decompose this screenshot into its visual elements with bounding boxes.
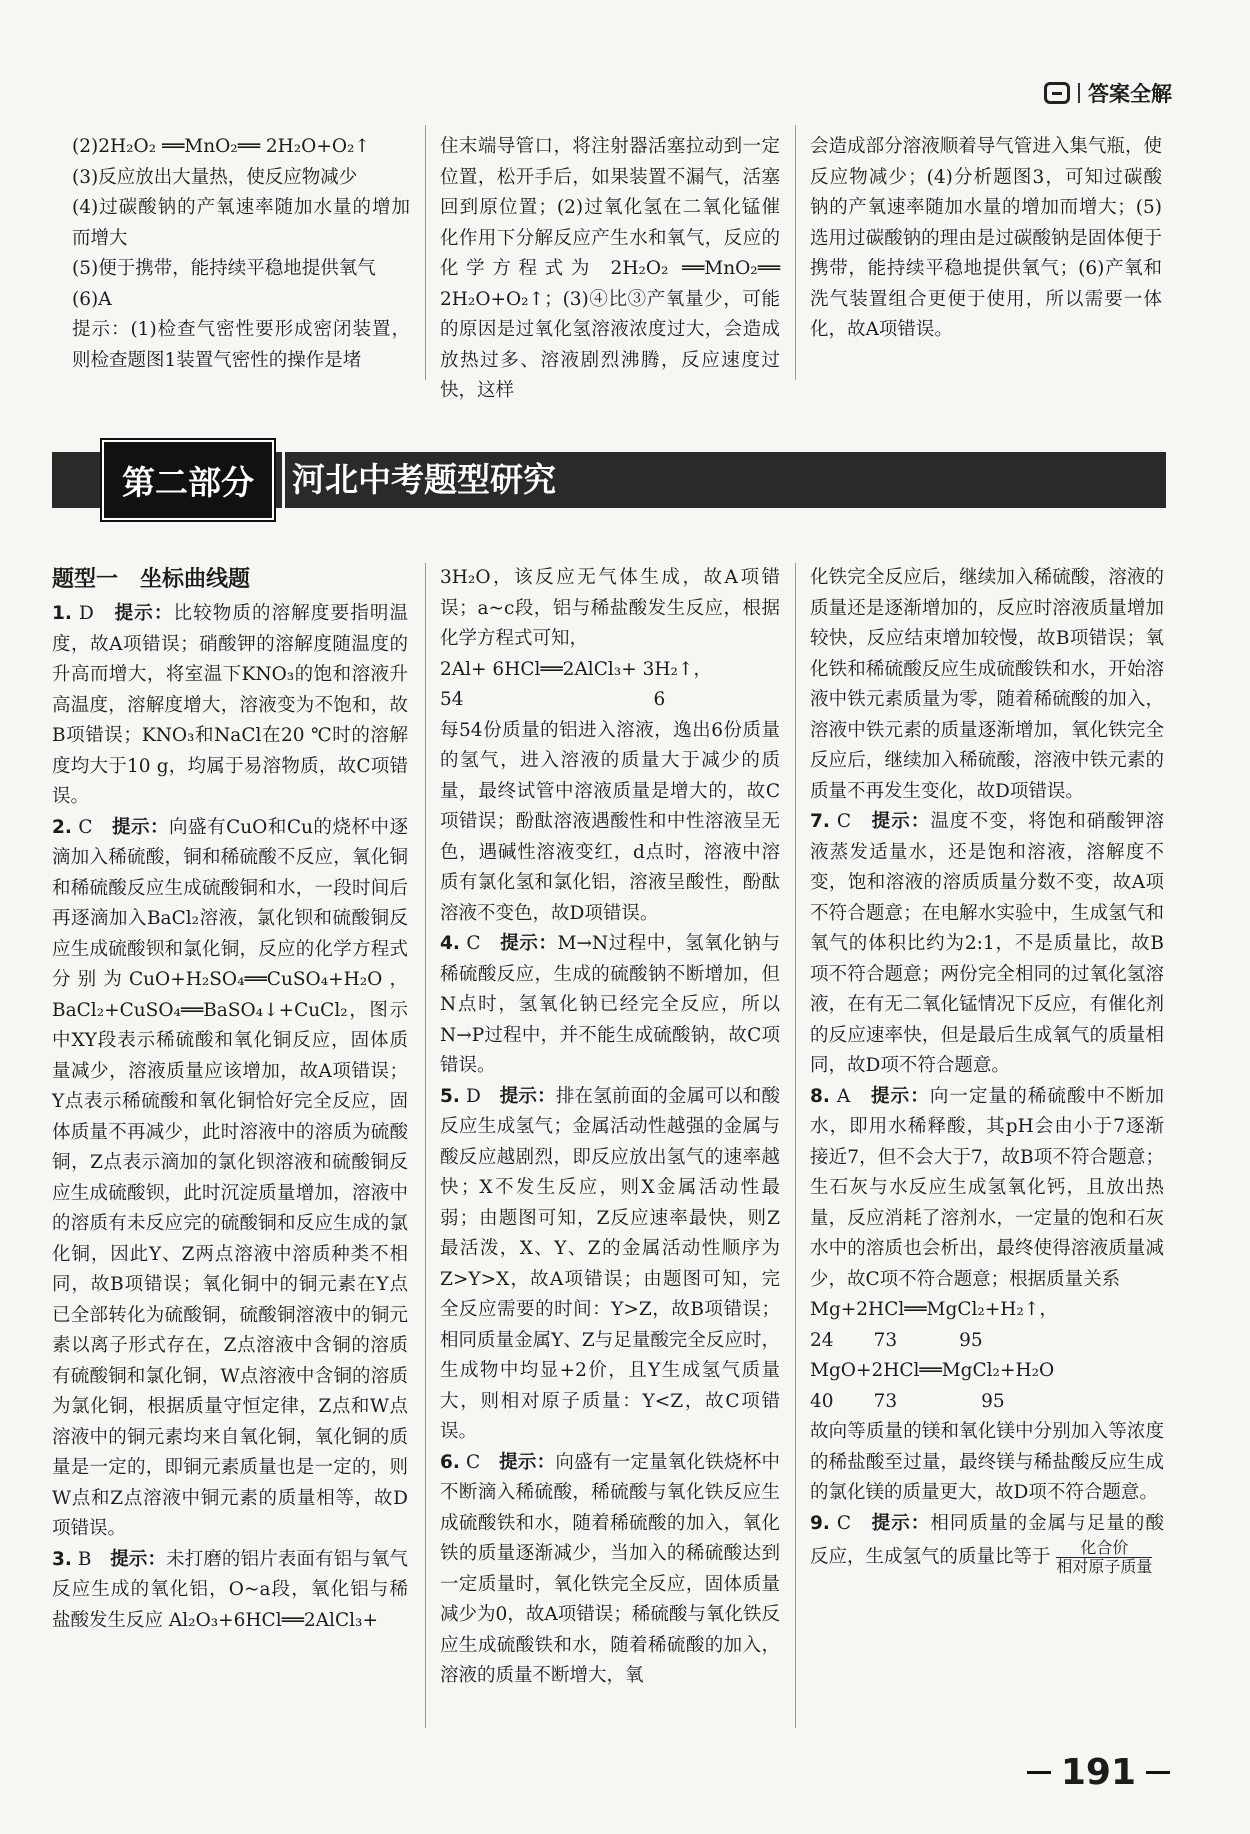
column-divider <box>425 125 426 380</box>
page-number <box>1027 1752 1170 1793</box>
item-number: 4. <box>440 933 460 954</box>
page-number-text: 191 <box>1060 1752 1136 1793</box>
section-title: 题型一 坐标曲线题 <box>52 567 251 592</box>
answer-letter: C <box>466 1451 481 1473</box>
hint-text: 比较物质的溶解度要指明温度，故A项错误；硝酸钾的溶解度随温度的升高而增大，将室温下KNO₃的饱和溶液升高温度，溶解度增大，溶液变为不饱和，故B项错误；KNO₃和NaCl在20 ℃时的溶解度均大于10 g，均属于易溶物质，故C项错误。 <box>52 603 408 807</box>
item-number: 1. <box>52 603 72 624</box>
text-paragraph: 化铁完全反应后，继续加入稀硫酸，溶液的质量还是逐渐增加的，反应时溶液质量增加较快，反应结束增加较慢，故B项错误；氧化铁和稀硫酸反应生成硫酸铁和水，开始溶液中铁元素质量为零，随着稀硫酸的加入，溶液中铁元素的质量逐渐增加，氧化铁完全反应后，继续加入稀硫酸，溶液中铁元素的质量不再发生变化，故D项错误。 <box>810 567 1164 802</box>
logo-icon <box>1044 82 1070 104</box>
mass-value: 73 <box>873 1329 898 1351</box>
mass-value: 95 <box>959 1329 983 1351</box>
answer-letter: C <box>836 811 852 832</box>
answer-letter: C <box>78 816 93 838</box>
fraction <box>1056 1539 1152 1576</box>
top-column-2 <box>440 132 780 401</box>
answers-column-1 <box>52 563 408 1728</box>
page-dash <box>1027 1771 1051 1774</box>
answer-letter: B <box>77 1548 92 1570</box>
hint-label: 提示： <box>500 933 558 954</box>
answer-letter: D <box>78 603 94 624</box>
item-number: 5. <box>440 1085 460 1107</box>
answer-item <box>810 1082 1164 1296</box>
hint-text: 相同质量的金属与足量的酸反应，生成氢气的质量比等于 <box>810 1512 1164 1568</box>
header-title: 答案全解 <box>1088 82 1172 106</box>
item-number: 3. <box>52 1548 72 1570</box>
text-paragraph: 住末端导管口，将注射器活塞拉动到一定位置，松开手后，如果装置不漏气，活塞回到原位置；(2)过氧化氢在二氧化锰催化作用下分解反应产生水和氧气，反应的化学方程式为 2H₂O₂ ══MnO₂══ 2H₂O+O₂↑；(3)④比③产氧量少，可能的原因是过氧化氢溶液浓度过大，会造成放热过多、溶液剧烈沸腾，反应速度过快，这样 <box>440 136 780 401</box>
answer-letter: D <box>465 1085 481 1107</box>
hint-label: 提示： <box>871 1085 930 1107</box>
hint-label: 提示： <box>114 603 174 624</box>
answer-item <box>52 599 408 813</box>
header <box>1044 78 1172 108</box>
hint-text: 未打磨的铝片表面有铝与氧气反应生成的氧化铝，O~a段，氧化铝与稀盐酸发生反应 Al₂O₃+6HCl══2AlCl₃+ <box>52 1548 408 1631</box>
equation: Mg+2HCl══MgCl₂+H₂↑， <box>810 1299 1058 1320</box>
mass-value: 40 <box>810 1390 834 1412</box>
item-number: 7. <box>810 811 830 832</box>
top-column-3 <box>810 132 1162 382</box>
hint-label: 提示： <box>112 816 170 838</box>
answer-letter: A <box>836 1085 851 1107</box>
hint-label: 提示： <box>499 1451 556 1473</box>
hint-text: M→N过程中，氢氧化钠与稀硫酸反应，生成的硫酸钠不断增加，但N点时，氢氧化钠已经完全反应，所以N→P过程中，并不能生成硫酸钠，故C项错误。 <box>440 933 780 1076</box>
column-divider <box>425 563 426 1728</box>
column-divider <box>795 125 796 380</box>
mass-value: 6 <box>653 689 666 710</box>
item-number: 9. <box>810 1512 830 1534</box>
equation: MgO+2HCl══MgCl₂+H₂O <box>810 1360 1055 1381</box>
fraction-denominator: 相对原子质量 <box>1056 1557 1153 1576</box>
answer-letter: C <box>836 1512 852 1534</box>
mass-value: 24 <box>810 1329 834 1351</box>
top-column-1 <box>72 132 410 382</box>
text-paragraph: 每54份质量的铝进入溶液，逸出6份质量的氢气，进入溶液的质量大于减少的质量，最终试管中溶液质量是增大的，故C项错误；酚酞溶液遇酸性和中性溶液呈无色，遇碱性溶液变红，d点时，溶液中溶质有氯化氢和氯化铝，溶液呈酸性，酚酞溶液不变色，故D项错误。 <box>440 719 780 924</box>
mass-value: 73 <box>873 1390 898 1412</box>
answer-item <box>810 807 1164 1082</box>
answer-item <box>440 1448 780 1692</box>
text-paragraph: 3H₂O，该反应无气体生成，故A项错误；a~c段，铝与稀盐酸发生反应，根据化学方程式可知， <box>440 567 780 649</box>
text-line: (5)便于携带，能持续平稳地提供氧气 <box>72 258 376 279</box>
banner-title: 河北中考题型研究 <box>292 460 556 499</box>
item-number: 2. <box>52 816 72 838</box>
text-line: (6)A <box>72 288 112 310</box>
equation: 2Al+ 6HCl══2AlCl₃+ 3H₂↑， <box>440 658 712 680</box>
hint-label: 提示： <box>871 1512 931 1534</box>
hint-label: 提示： <box>110 1548 167 1570</box>
text-line: 提示：(1)检查气密性要形成密闭装置，则检查题图1装置气密性的操作是堵 <box>72 319 410 371</box>
hint-text: 排在氢前面的金属可以和酸反应生成氢气；金属活动性越强的金属与酸反应越剧烈，即反应放出氢气的速率越快；X不发生反应，则X金属活动性最弱；由题图可知，Z反应速率最快，则Z最活泼，X、Y、Z的金属活动性顺序为Z>Y>X，故A项错误；由题图可知，完全反应需要的时间：Y>Z，故B项错误；相同质量金属Y、Z与足量酸完全反应时，生成物中均显+2价，且Y生成氢气质量大，则相对原子质量：Y<Z，故C项错误。 <box>440 1085 780 1442</box>
equation-masses <box>810 1387 1164 1418</box>
answer-item <box>440 1082 780 1448</box>
answer-letter: C <box>466 933 481 954</box>
page-dash <box>1146 1771 1170 1774</box>
text-paragraph: 故向等质量的镁和氧化镁中分别加入等浓度的稀盐酸至过量，最终镁与稀盐酸反应生成的氯化镁的质量更大，故D项不符合题意。 <box>810 1421 1164 1503</box>
equation-masses <box>440 685 780 716</box>
banner-divider <box>282 452 285 508</box>
column-divider <box>795 563 796 1728</box>
text-line: (3)反应放出大量热，使反应物减少 <box>72 166 358 188</box>
banner-part-label: 第二部分 <box>102 440 274 520</box>
hint-label: 提示： <box>499 1085 556 1107</box>
equation-masses <box>810 1326 1164 1357</box>
item-number: 8. <box>810 1085 830 1107</box>
header-divider <box>1078 83 1080 103</box>
hint-text: 向一定量的稀硫酸中不断加水，即用水稀释酸，其pH会由小于7逐渐接近7，但不会大于7，故B项不符合题意；生石灰与水反应生成氢氧化钙，且放出热量，反应消耗了溶剂水，一定量的饱和石灰水中的溶质也会析出，最终使得溶液质量减少，故C项不符合题意；根据质量关系 <box>810 1085 1164 1290</box>
text-line: (4)过碳酸钠的产氧速率随加水量的增加而增大 <box>72 197 410 249</box>
item-number: 6. <box>440 1451 460 1473</box>
answers-column-3 <box>810 563 1164 1743</box>
answer-item <box>52 813 408 1545</box>
hint-text: 向盛有CuO和Cu的烧杯中逐滴加入稀硫酸，铜和稀硫酸不反应，氧化铜和稀硫酸反应生成硫酸铜和水，一段时间后再逐滴加入BaCl₂溶液，氯化钡和硫酸铜反应生成硫酸钡和氯化铜，反应的化学方程式分别为CuO+H₂SO₄══CuSO₄+H₂O，BaCl₂+CuSO₄══BaSO₄↓+CuCl₂，图示中XY段表示稀硫酸和氧化铜反应，固体质量减少，溶液质量应该增加，故A项错误；Y点表示稀硫酸和氧化铜恰好完全反应，固体质量不再减少，此时溶液中的溶质为硫酸铜，Z点表示滴加的氯化钡溶液和硫酸铜反应生成硫酸钡，此时沉淀质量增加，溶液中的溶质有未反应完的硫酸铜和反应生成的氯化铜，因此Y、Z两点溶液中溶质种类不相同，故B项错误；氧化铜中的铜元素在Y点已全部转化为硫酸铜，硫酸铜溶液中的铜元素以离子形式存在，Z点溶液中含铜的溶质有硫酸铜和氯化铜，W点溶液中含铜的溶质为氯化铜，根据质量守恒定律，Z点和W点溶液中的铜元素均来自氧化铜，氧化铜的质量是一定的，即铜元素质量也是一定的，则W点和Z点溶液中铜元素的质量相等，故D项错误。 <box>52 816 408 1539</box>
hint-text: 向盛有一定量氧化铁烧杯中不断滴入稀硫酸，稀硫酸与氧化铁反应生成硫酸铁和水，随着稀硫酸的加入，氧化铁的质量逐渐减少，当加入的稀硫酸达到一定质量时，氧化铁完全反应，固体质量减少为0，故A项错误；稀硫酸与氧化铁反应生成硫酸铁和水，随着稀硫酸的加入，溶液的质量不断增大，氧 <box>440 1451 780 1686</box>
answer-item <box>52 1545 408 1637</box>
text-paragraph: 会造成部分溶液顺着导气管进入集气瓶，使反应物减少；(4)分析题图3，可知过碳酸钠的产氧速率随加水量的增加而增大；(5)选用过碳酸钠的理由是过碳酸钠是固体便于携带，能持续平稳地提供氧气；(6)产氧和洗气装置组合更便于使用，所以需要一体化，故A项错误。 <box>810 136 1162 340</box>
text-line: (2)2H₂O₂ ══MnO₂══ 2H₂O+O₂↑ <box>72 136 370 157</box>
hint-label: 提示： <box>871 811 931 832</box>
fraction-numerator: 化合价 <box>1056 1539 1152 1558</box>
mass-value: 95 <box>981 1390 1005 1412</box>
answers-column-2 <box>440 563 780 1728</box>
mass-value: 54 <box>440 689 464 710</box>
hint-text: 温度不变，将饱和硝酸钾溶液蒸发适量水，还是饱和溶液，溶解度不变，饱和溶液的溶质质量分数不变，故A项不符合题意；在电解水实验中，生成氢气和氧气的体积比约为2:1，不是质量比，故B项不符合题意；两份完全相同的过氧化氢溶液，在有无二氧化锰情况下反应，有催化剂的反应速率快，但是最后生成氧气的质量相同，故D项不符合题意。 <box>810 811 1164 1076</box>
answer-item <box>810 1509 1164 1577</box>
answer-item <box>440 929 780 1082</box>
